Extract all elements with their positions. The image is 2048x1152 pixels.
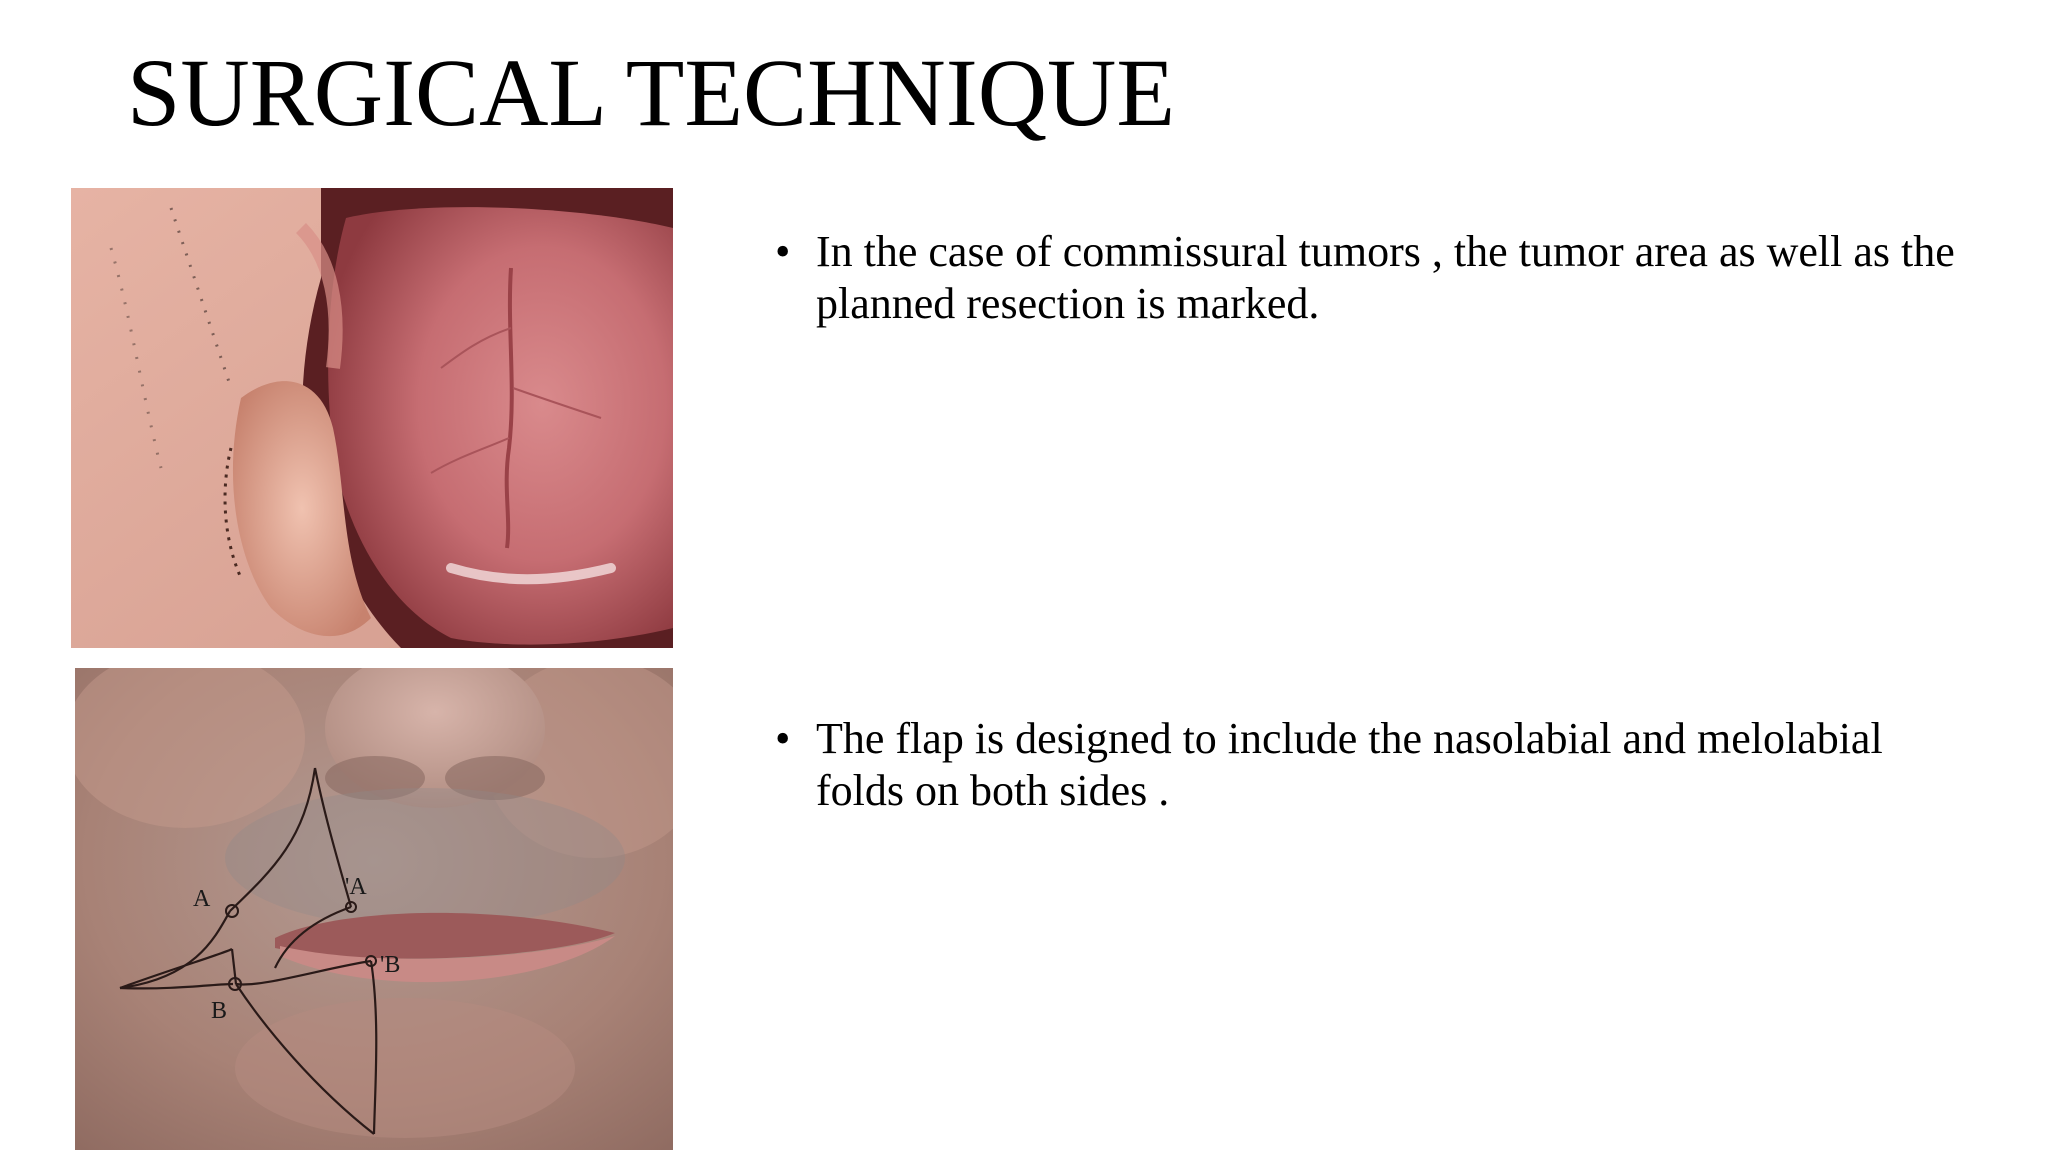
tumor-photo-illustration: [71, 188, 673, 648]
bullet-item-tumor-marking: [775, 226, 1975, 330]
slide-title: SURGICAL TECHNIQUE: [127, 39, 1175, 146]
label-b-prime: 'B: [380, 952, 401, 978]
bullet-text: The flap is designed to include the nasolabial and melolabial folds on both sides .: [816, 714, 1883, 815]
bullet-item-flap-design: [775, 713, 1975, 817]
tumor-photo: [71, 188, 673, 648]
label-b: B: [211, 998, 228, 1024]
bullet-text: In the case of commissural tumors , the tumor area as well as the planned resection is marked.: [816, 227, 1955, 328]
bullet-symbol: •: [775, 714, 791, 763]
label-a-prime: 'A: [345, 874, 367, 900]
flap-design-illustration: [75, 668, 673, 1150]
flap-design-photo: [75, 668, 673, 1150]
bullet-symbol: •: [775, 227, 791, 276]
label-a: A: [193, 886, 211, 912]
